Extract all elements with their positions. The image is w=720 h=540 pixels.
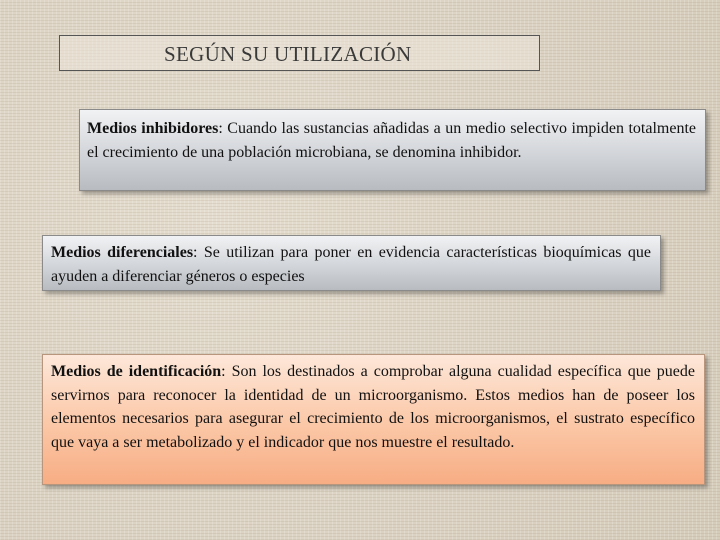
card-paragraph — [51, 360, 695, 454]
card-medios-diferenciales — [42, 235, 661, 291]
card-text: : Se utilizan para poner en evidencia características bioquímicas que ayuden a diferenciar géneros o especies — [51, 244, 651, 285]
card-text: : Son los destinados a comprobar alguna cualidad específica que puede servirnos para reconocer la identidad de un microorganismo. Estos medios han de poseer los elementos necesarios para asegurar el crecimiento de los microorganismos, el sustrato específico que vaya a ser metabolizado y el indicador que nos muestre el resultado. — [51, 363, 695, 451]
card-medios-inhibidores — [79, 109, 706, 191]
card-medios-de-identificacion — [42, 354, 705, 485]
card-paragraph — [51, 241, 651, 288]
card-term: Medios de identificación — [51, 363, 222, 380]
card-paragraph — [87, 117, 696, 164]
slide-title: SEGÚN SU UTILIZACIÓN — [164, 42, 412, 66]
card-term: Medios inhibidores — [87, 120, 219, 137]
card-term: Medios diferenciales — [51, 244, 194, 261]
title-box — [59, 35, 540, 71]
card-text: : Cuando las sustancias añadidas a un medio selectivo impiden totalmente el crecimiento de una población microbiana, se denomina inhibidor. — [87, 120, 697, 161]
